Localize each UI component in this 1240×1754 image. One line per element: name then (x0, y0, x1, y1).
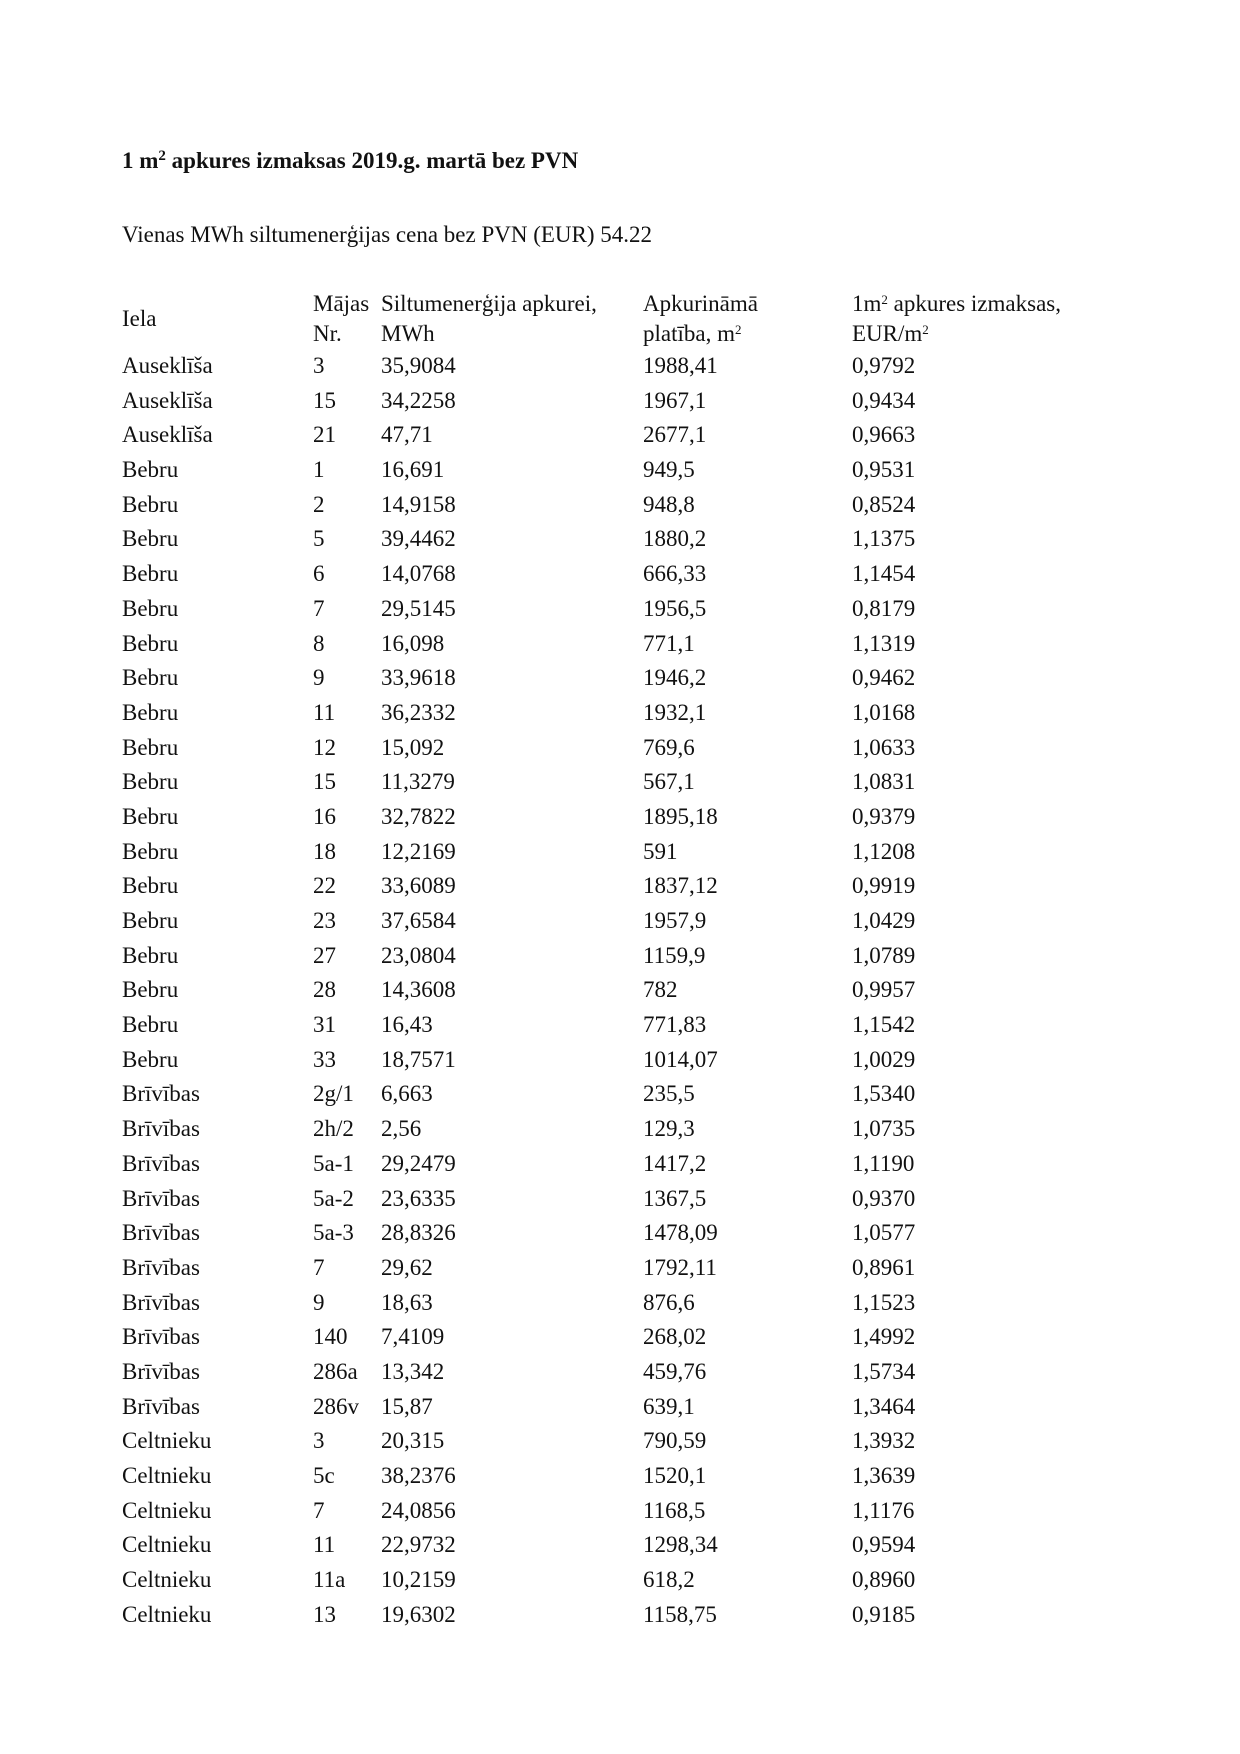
cell-energy: 20,315 (381, 1428, 445, 1454)
cell-street: Bebru (122, 769, 179, 795)
cell-street: Celtnieku (122, 1428, 212, 1454)
cell-cost: 0,9919 (852, 873, 916, 899)
cell-energy: 22,9732 (381, 1532, 456, 1558)
cell-house: 27 (313, 942, 336, 968)
cell-cost: 0,9370 (852, 1185, 916, 1211)
cell-area: 1988,41 (643, 353, 718, 378)
header-cost-line2-text: EUR/m (852, 321, 923, 346)
cell-cost: 1,0633 (852, 734, 916, 760)
cell-street: Bebru (122, 1046, 179, 1072)
cell-energy: 18,7571 (381, 1046, 456, 1072)
cell-street: Celtnieku (122, 1463, 212, 1488)
cell-energy: 34,2258 (381, 387, 456, 413)
cell-area: 1158,75 (643, 1601, 717, 1627)
cell-energy: 29,5145 (381, 595, 456, 621)
cell-street: Bebru (122, 977, 179, 1003)
cell-energy: 36,2332 (381, 699, 456, 725)
cell-street: Brīvības (122, 1289, 200, 1315)
cell-area: 1880,2 (643, 526, 707, 552)
cell-cost: 1,1176 (852, 1497, 915, 1523)
cell-cost: 1,5734 (852, 1358, 916, 1384)
cell-house: 3 (313, 1428, 325, 1454)
cell-cost: 1,3639 (852, 1463, 916, 1488)
cell-street: Bebru (122, 491, 179, 517)
cell-street: Bebru (122, 942, 179, 968)
cell-area: 639,1 (643, 1393, 695, 1419)
cell-street: Brīvības (122, 1324, 200, 1350)
cell-street: Bebru (122, 873, 179, 899)
cell-area: 1520,1 (643, 1463, 707, 1488)
cell-cost: 1,4992 (852, 1324, 916, 1350)
cell-area: 948,8 (643, 491, 695, 517)
cell-energy: 11,3279 (381, 769, 455, 795)
cell-street: Brīvības (122, 1393, 200, 1419)
header-energy-line1: Siltumenerģija apkurei, (381, 291, 597, 316)
cell-house: 16 (313, 803, 336, 829)
cell-house: 12 (313, 734, 336, 760)
cell-area: 235,5 (643, 1081, 695, 1107)
cell-street: Bebru (122, 561, 179, 587)
cell-energy: 2,56 (381, 1116, 422, 1142)
cell-street: Brīvības (122, 1220, 200, 1246)
header-cost-line1 (852, 289, 1061, 319)
cell-house: 28 (313, 977, 336, 1003)
cell-house: 15 (313, 769, 336, 795)
cell-cost: 1,5340 (852, 1081, 916, 1107)
cell-cost: 0,8179 (852, 595, 916, 621)
cell-cost: 1,0577 (852, 1220, 916, 1246)
cell-house: 18 (313, 838, 336, 864)
cell-house: 140 (313, 1324, 348, 1350)
header-house (313, 289, 369, 349)
cell-area: 1417,2 (643, 1150, 707, 1176)
cell-house: 15 (313, 387, 336, 413)
cell-energy: 7,4109 (381, 1324, 445, 1350)
cell-area: 2677,1 (643, 422, 707, 448)
cell-house: 7 (313, 1254, 325, 1280)
cell-house: 5c (313, 1463, 335, 1488)
cell-cost: 1,0168 (852, 699, 916, 725)
cell-area: 769,6 (643, 734, 695, 760)
cell-energy: 23,0804 (381, 942, 456, 968)
cell-energy: 29,62 (381, 1254, 433, 1280)
cell-street: Brīvības (122, 1358, 200, 1384)
cell-street: Brīvības (122, 1185, 200, 1211)
cell-cost: 0,8524 (852, 491, 916, 517)
cell-area: 1159,9 (643, 942, 706, 968)
cell-area: 1168,5 (643, 1497, 706, 1523)
header-area-line2-text: platība, m (643, 321, 735, 346)
header-area (643, 289, 758, 349)
cell-house: 22 (313, 873, 336, 899)
cell-street: Brīvības (122, 1081, 200, 1107)
cell-area: 1478,09 (643, 1220, 718, 1246)
cell-house: 1 (313, 457, 325, 483)
cell-area: 1957,9 (643, 908, 707, 933)
cell-area: 771,83 (643, 1012, 707, 1038)
cell-energy: 47,71 (381, 422, 433, 448)
header-area-line2 (643, 319, 758, 349)
cell-cost: 0,9594 (852, 1532, 916, 1558)
cell-street: Celtnieku (122, 1532, 212, 1558)
cell-area: 1367,5 (643, 1185, 707, 1211)
cell-area: 591 (643, 838, 678, 864)
cell-house: 286a (313, 1358, 358, 1384)
cell-street: Brīvības (122, 1150, 200, 1176)
cell-house: 23 (313, 908, 336, 933)
header-energy-line2: MWh (381, 321, 435, 346)
cell-cost: 1,1523 (852, 1289, 916, 1315)
cell-cost: 1,0831 (852, 769, 916, 795)
cell-energy: 32,7822 (381, 803, 456, 829)
header-area-sup: 2 (734, 322, 742, 337)
cell-house: 5a-1 (313, 1150, 354, 1176)
cell-area: 268,02 (643, 1324, 707, 1350)
cell-area: 1967,1 (643, 387, 707, 413)
cell-house: 5a-2 (313, 1185, 354, 1211)
cell-house: 5a-3 (313, 1220, 354, 1246)
cell-cost: 0,9957 (852, 977, 916, 1003)
cell-cost: 1,3464 (852, 1393, 916, 1419)
header-cost-line1-pre: 1m (852, 291, 882, 316)
cell-area: 790,59 (643, 1428, 707, 1454)
cell-street: Celtnieku (122, 1567, 212, 1593)
cell-street: Celtnieku (122, 1601, 212, 1627)
cell-cost: 1,0735 (852, 1116, 916, 1142)
cell-energy: 12,2169 (381, 838, 456, 864)
cell-street: Celtnieku (122, 1497, 212, 1523)
cell-house: 33 (313, 1046, 336, 1072)
cell-street: Bebru (122, 665, 179, 691)
cell-energy: 19,6302 (381, 1601, 456, 1627)
cell-street: Auseklīša (122, 353, 213, 378)
page-title-suffix: apkures izmaksas 2019.g. martā bez PVN (165, 148, 579, 173)
cell-street: Bebru (122, 1012, 179, 1038)
cell-energy: 15,87 (381, 1393, 433, 1419)
cell-house: 11 (313, 1532, 336, 1558)
cell-area: 1014,07 (643, 1046, 718, 1072)
cell-energy: 14,3608 (381, 977, 456, 1003)
cell-street: Bebru (122, 699, 179, 725)
page-title (122, 148, 578, 174)
price-line: Vienas MWh siltumenerģijas cena bez PVN (EUR) 54.22 (122, 222, 653, 247)
header-cost-line1-sup: 2 (881, 292, 888, 307)
cell-cost: 1,0029 (852, 1046, 916, 1072)
cell-cost: 0,8961 (852, 1254, 916, 1280)
cell-cost: 1,0789 (852, 942, 916, 968)
cell-energy: 23,6335 (381, 1185, 456, 1211)
cell-house: 13 (313, 1601, 336, 1627)
cell-cost: 0,9462 (852, 665, 916, 691)
cell-area: 618,2 (643, 1567, 695, 1593)
cell-energy: 29,2479 (381, 1150, 456, 1176)
cell-area: 1298,34 (643, 1532, 718, 1558)
cell-energy: 14,0768 (381, 561, 456, 587)
cell-energy: 33,9618 (381, 665, 456, 691)
cell-energy: 14,9158 (381, 491, 456, 517)
cell-street: Bebru (122, 734, 179, 760)
cell-cost: 1,1190 (852, 1150, 915, 1176)
cell-area: 567,1 (643, 769, 695, 795)
cell-area: 1932,1 (643, 699, 707, 725)
cell-house: 21 (313, 422, 336, 448)
cell-house: 6 (313, 561, 325, 587)
cell-cost: 1,1454 (852, 561, 916, 587)
cell-area: 1956,5 (643, 595, 707, 621)
cell-energy: 39,4462 (381, 526, 456, 552)
cell-house: 7 (313, 595, 325, 621)
cell-cost: 0,9792 (852, 353, 916, 378)
header-energy (381, 289, 597, 349)
cell-cost: 0,9379 (852, 803, 916, 829)
cell-area: 129,3 (643, 1116, 695, 1142)
cell-street: Bebru (122, 526, 179, 552)
header-cost-line2 (852, 319, 1061, 349)
cell-street: Bebru (122, 595, 179, 621)
cell-cost: 0,9531 (852, 457, 916, 483)
cell-house: 7 (313, 1497, 325, 1523)
cell-area: 666,33 (643, 561, 707, 587)
cell-energy: 13,342 (381, 1358, 445, 1384)
cell-house: 11a (313, 1567, 346, 1593)
header-cost-line2-sup: 2 (922, 322, 929, 337)
header-cost (852, 289, 1061, 349)
cell-house: 8 (313, 630, 325, 656)
cell-energy: 33,6089 (381, 873, 456, 899)
cell-street: Brīvības (122, 1116, 200, 1142)
header-cost-line1-post: apkures izmaksas, (887, 291, 1061, 316)
cell-house: 2g/1 (313, 1081, 354, 1107)
cell-cost: 1,1375 (852, 526, 916, 552)
cell-area: 949,5 (643, 457, 695, 483)
header-house-line2: Nr. (313, 321, 342, 346)
cell-street: Bebru (122, 457, 179, 483)
cell-cost: 1,1319 (852, 630, 916, 656)
cell-energy: 24,0856 (381, 1497, 456, 1523)
cell-energy: 28,8326 (381, 1220, 456, 1246)
cell-cost: 1,0429 (852, 908, 916, 933)
cell-house: 11 (313, 699, 336, 725)
cell-area: 771,1 (643, 630, 695, 656)
cell-area: 876,6 (643, 1289, 695, 1315)
cell-cost: 1,1208 (852, 838, 916, 864)
cell-area: 459,76 (643, 1358, 707, 1384)
page-title-sup: 2 (158, 148, 166, 164)
cell-energy: 16,691 (381, 457, 445, 483)
cell-cost: 0,9434 (852, 387, 916, 413)
cell-area: 1895,18 (643, 803, 718, 829)
header-area-line1: Apkurināmā (643, 291, 758, 316)
page-title-prefix: 1 m (122, 148, 159, 173)
header-house-line1: Mājas (313, 291, 370, 316)
cell-cost: 1,1542 (852, 1012, 916, 1038)
cell-street: Bebru (122, 838, 179, 864)
cell-street: Bebru (122, 630, 179, 656)
cell-area: 1946,2 (643, 665, 707, 691)
cell-cost: 1,3932 (852, 1428, 916, 1454)
cell-energy: 10,2159 (381, 1567, 456, 1593)
cell-cost: 0,8960 (852, 1567, 916, 1593)
cell-house: 9 (313, 665, 325, 691)
cell-street: Bebru (122, 908, 179, 933)
cell-street: Brīvības (122, 1254, 200, 1280)
cell-house: 286v (313, 1393, 359, 1419)
cell-area: 1837,12 (643, 873, 718, 899)
cell-house: 5 (313, 526, 325, 552)
cell-energy: 38,2376 (381, 1463, 456, 1488)
cell-cost: 0,9663 (852, 422, 916, 448)
cell-energy: 16,43 (381, 1012, 433, 1038)
cell-energy: 6,663 (381, 1081, 433, 1107)
cell-area: 1792,11 (643, 1254, 717, 1280)
cell-energy: 18,63 (381, 1289, 433, 1315)
cell-energy: 15,092 (381, 734, 445, 760)
cell-street: Bebru (122, 803, 179, 829)
cell-house: 2h/2 (313, 1116, 354, 1142)
header-street: Iela (122, 306, 157, 331)
cell-cost: 0,9185 (852, 1601, 916, 1627)
cell-house: 2 (313, 491, 325, 517)
cell-area: 782 (643, 977, 678, 1003)
cell-street: Auseklīša (122, 422, 213, 448)
cell-house: 9 (313, 1289, 325, 1315)
cell-energy: 37,6584 (381, 908, 456, 933)
cell-energy: 35,9084 (381, 353, 456, 378)
cell-house: 31 (313, 1012, 336, 1038)
cell-street: Auseklīša (122, 387, 213, 413)
cell-energy: 16,098 (381, 630, 445, 656)
cell-house: 3 (313, 353, 325, 378)
